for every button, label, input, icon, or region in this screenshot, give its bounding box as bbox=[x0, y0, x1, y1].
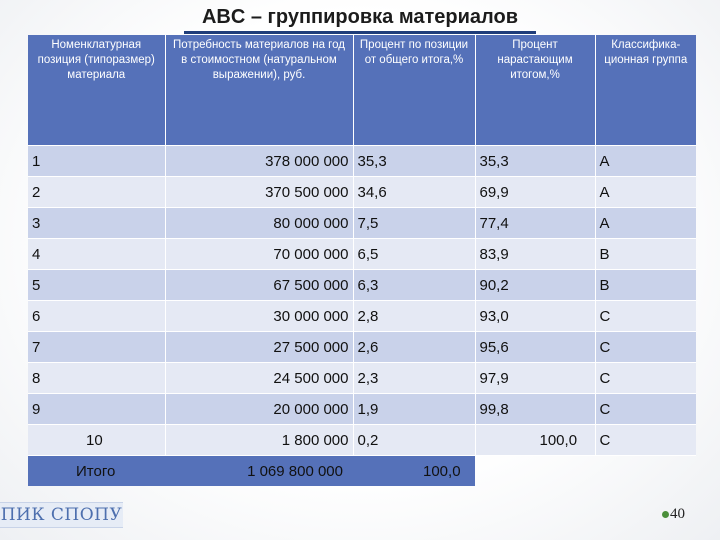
cell-group: A bbox=[595, 177, 696, 208]
cell-cumulative: 99,8 bbox=[475, 394, 595, 425]
cell-group: C bbox=[595, 425, 696, 456]
total-blank-cell bbox=[475, 456, 595, 487]
abc-table bbox=[28, 35, 696, 486]
cell-group: A bbox=[595, 208, 696, 239]
table-row bbox=[28, 425, 696, 456]
cell-group: A bbox=[595, 146, 696, 177]
total-blank-cell bbox=[595, 456, 696, 487]
cell-position: 3 bbox=[28, 208, 165, 239]
cell-group: C bbox=[595, 363, 696, 394]
cell-group: B bbox=[595, 239, 696, 270]
cell-position: 8 bbox=[28, 363, 165, 394]
slide-number-value: 40 bbox=[670, 506, 685, 522]
cell-demand: 20 000 000 bbox=[165, 394, 353, 425]
cell-cumulative: 100,0 bbox=[475, 425, 595, 456]
table-row bbox=[28, 177, 696, 208]
cell-cumulative: 83,9 bbox=[475, 239, 595, 270]
cell-demand: 370 500 000 bbox=[165, 177, 353, 208]
cell-percent: 6,5 bbox=[353, 239, 475, 270]
cell-percent: 35,3 bbox=[353, 146, 475, 177]
total-label: Итого bbox=[28, 456, 165, 487]
cell-cumulative: 69,9 bbox=[475, 177, 595, 208]
cell-demand: 67 500 000 bbox=[165, 270, 353, 301]
cell-percent: 7,5 bbox=[353, 208, 475, 239]
header-cumulative: Процент нарастающим итогом,% bbox=[475, 35, 595, 146]
bullet-dot-icon bbox=[662, 511, 669, 518]
cell-position: 9 bbox=[28, 394, 165, 425]
table-row bbox=[28, 394, 696, 425]
cell-position: 1 bbox=[28, 146, 165, 177]
cell-cumulative: 95,6 bbox=[475, 332, 595, 363]
header-demand: Потребность материалов на год в стоимостном (натуральном выражении), руб. bbox=[165, 35, 353, 146]
cell-cumulative: 35,3 bbox=[475, 146, 595, 177]
cell-percent: 2,6 bbox=[353, 332, 475, 363]
cell-demand: 24 500 000 bbox=[165, 363, 353, 394]
header-position: Номенклатурная позиция (типоразмер) материала bbox=[28, 35, 165, 146]
cell-demand: 80 000 000 bbox=[165, 208, 353, 239]
publisher-logo: ПИК СПОПУ bbox=[0, 502, 123, 528]
table-row bbox=[28, 301, 696, 332]
table-row bbox=[28, 332, 696, 363]
title-underline bbox=[184, 31, 536, 34]
cell-position: 10 bbox=[28, 425, 165, 456]
cell-percent: 6,3 bbox=[353, 270, 475, 301]
table-row bbox=[28, 146, 696, 177]
cell-group: B bbox=[595, 270, 696, 301]
cell-demand: 378 000 000 bbox=[165, 146, 353, 177]
cell-demand: 30 000 000 bbox=[165, 301, 353, 332]
cell-demand: 27 500 000 bbox=[165, 332, 353, 363]
table-row bbox=[28, 239, 696, 270]
cell-group: C bbox=[595, 301, 696, 332]
table-row bbox=[28, 270, 696, 301]
total-demand: 1 069 800 000 bbox=[165, 456, 353, 487]
table-total-row bbox=[28, 456, 696, 487]
slide-number bbox=[662, 503, 702, 525]
table-row bbox=[28, 208, 696, 239]
header-group: Классифика-ционная группа bbox=[595, 35, 696, 146]
cell-percent: 0,2 bbox=[353, 425, 475, 456]
cell-percent: 2,3 bbox=[353, 363, 475, 394]
cell-position: 5 bbox=[28, 270, 165, 301]
cell-group: C bbox=[595, 332, 696, 363]
cell-cumulative: 77,4 bbox=[475, 208, 595, 239]
cell-cumulative: 90,2 bbox=[475, 270, 595, 301]
cell-cumulative: 93,0 bbox=[475, 301, 595, 332]
cell-position: 7 bbox=[28, 332, 165, 363]
cell-percent: 2,8 bbox=[353, 301, 475, 332]
cell-percent: 1,9 bbox=[353, 394, 475, 425]
cell-cumulative: 97,9 bbox=[475, 363, 595, 394]
table-row bbox=[28, 363, 696, 394]
cell-position: 4 bbox=[28, 239, 165, 270]
page-title: ABC – группировка материалов bbox=[201, 6, 518, 28]
cell-position: 2 bbox=[28, 177, 165, 208]
table-header-row bbox=[28, 35, 696, 146]
total-percent: 100,0 bbox=[353, 456, 475, 487]
cell-percent: 34,6 bbox=[353, 177, 475, 208]
cell-position: 6 bbox=[28, 301, 165, 332]
cell-demand: 1 800 000 bbox=[165, 425, 353, 456]
cell-group: C bbox=[595, 394, 696, 425]
cell-demand: 70 000 000 bbox=[165, 239, 353, 270]
header-percent: Процент по позиции от общего итога,% bbox=[353, 35, 475, 146]
